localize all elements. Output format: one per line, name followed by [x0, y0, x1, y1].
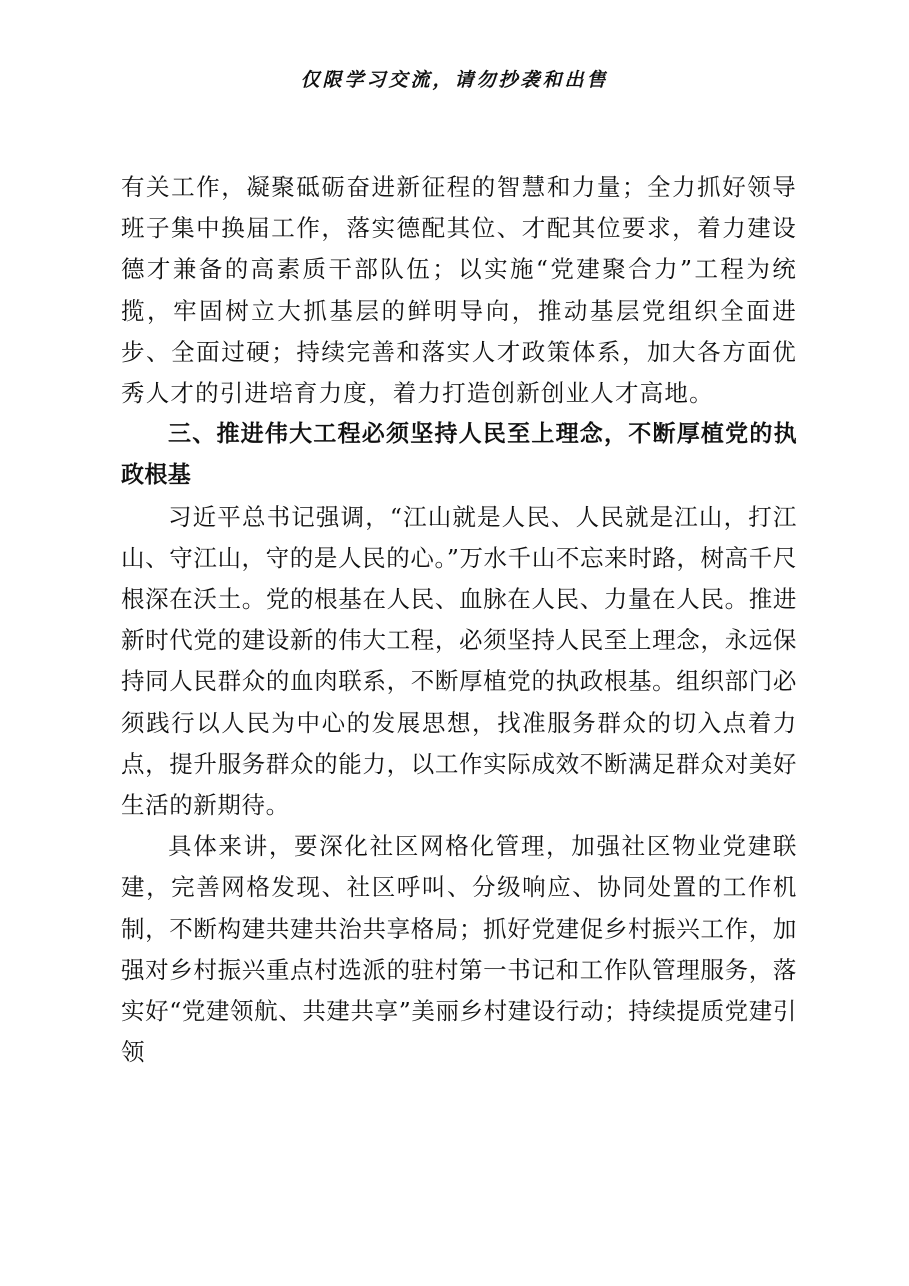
paragraph-quote: 习近平总书记强调，“江山就是人民、人民就是江山，打江山、守江山，守的是人民的心。”万水千山不忘来时路，树高千尺根深在沃土。党的根基在人民、血脉在人民、力量在人民。推进新时代党的建设新的伟大工程，必须坚持人民至上理念，永远保持同人民群众的血肉联系，不断厚植党的执政根基。组织部门必须践行以人民为中心的发展思想，找准服务群众的切入点着力点，提升服务群众的能力，以工作实际成效不断满足群众对美好生活的新期待。 [121, 502, 797, 820]
document-body [121, 167, 797, 1073]
paragraph-continued: 有关工作，凝聚砥砺奋进新征程的智慧和力量；全力抓好领导班子集中换届工作，落实德配其位、才配其位要求，着力建设德才兼备的高素质干部队伍；以实施“党建聚合力”工程为统揽，牢固树立大抓基层的鲜明导向，推动基层党组织全面进步、全面过硬；持续完善和落实人才政策体系，加大各方面优秀人才的引进培育力度，着力打造创新创业人才高地。 [121, 173, 797, 408]
page-header-notice: 仅限学习交流，请勿抄袭和出售 [300, 69, 609, 91]
section-heading-3: 三、推进伟大工程必须坚持人民至上理念，不断厚植党的执政根基 [121, 421, 797, 489]
paragraph-specific: 具体来讲，要深化社区网格化管理，加强社区物业党建联建，完善网格发现、社区呼叫、分级响应、协同处置的工作机制，不断构建共建共治共享格局；抓好党建促乡村振兴工作，加强对乡村振兴重点村选派的驻村第一书记和工作队管理服务，落实好“党建领航、共建共享”美丽乡村建设行动；持续提质党建引领 [121, 832, 797, 1067]
